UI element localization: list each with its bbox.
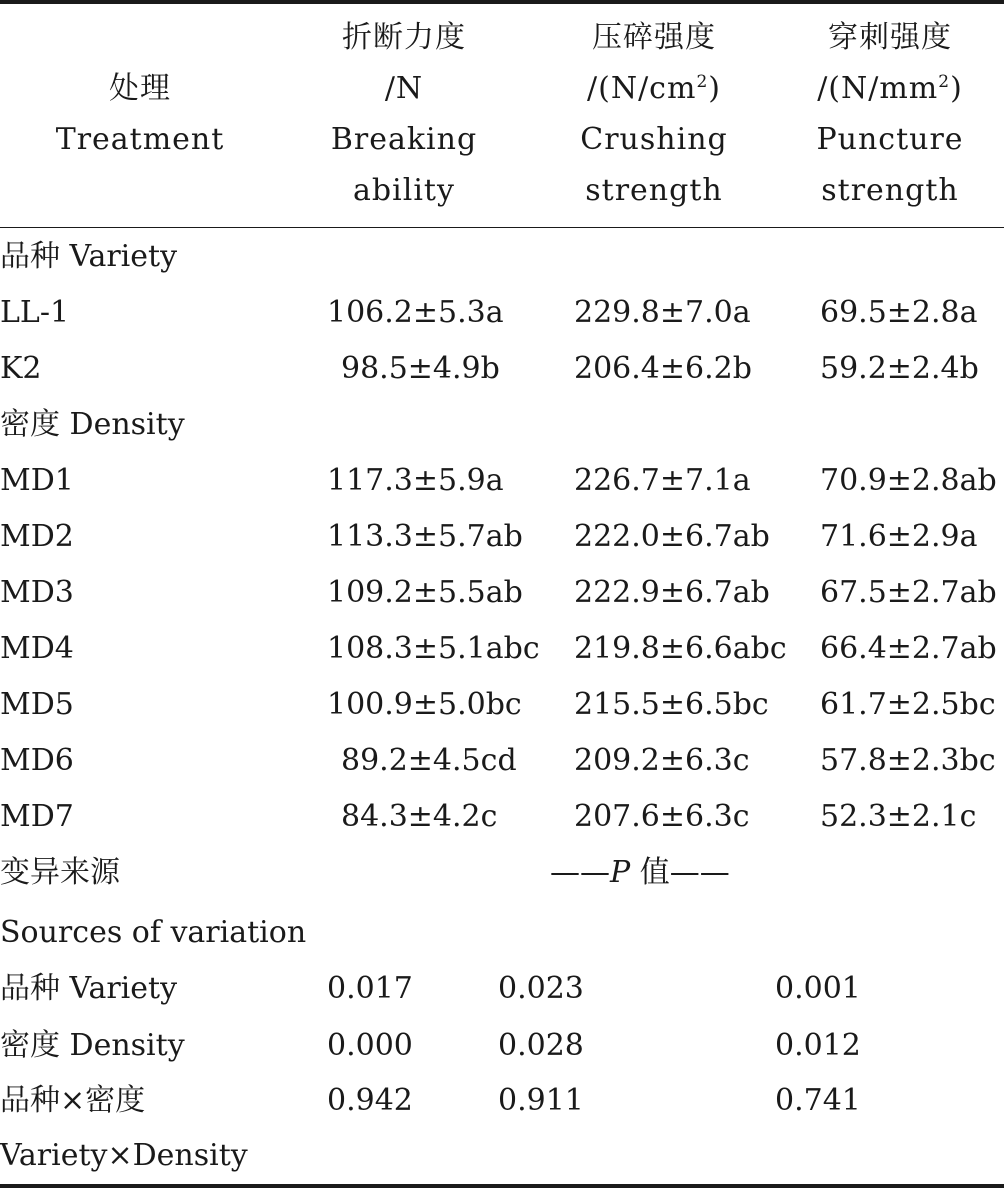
puncture-value: 67.5±2.7ab	[820, 575, 997, 610]
table-row	[0, 1073, 1004, 1129]
breaking-value: 84.3±4.2c	[341, 799, 498, 834]
puncture-value: 66.4±2.7ab	[820, 631, 997, 666]
table-row	[0, 789, 1004, 845]
header-puncture-unit: $/(N/mm^2)$	[817, 71, 963, 106]
header-bottom-rule	[0, 227, 1004, 228]
row-name: MD6	[0, 743, 74, 778]
puncture-value: 59.2±2.4b	[820, 351, 979, 386]
header-breaking-en1: Breaking	[330, 122, 478, 157]
sources-of-variation-heading	[0, 845, 1004, 901]
sources-of-variation-en	[0, 905, 1004, 961]
row-name: MD1	[0, 463, 74, 498]
header-puncture-cn: 穿刺强度	[828, 20, 952, 55]
row-name: K2	[0, 351, 42, 386]
header-breaking-unit: /N	[384, 71, 424, 106]
table-row	[0, 733, 1004, 789]
p-value-puncture: 0.741	[775, 1083, 861, 1118]
row-name: MD2	[0, 519, 74, 554]
crushing-value: 209.2±6.3c	[574, 743, 750, 778]
sources-label-en: Sources of variation	[0, 915, 307, 950]
puncture-value: 69.5±2.8a	[820, 295, 978, 330]
breaking-value: 106.2±5.3a	[327, 295, 504, 330]
table-row	[0, 677, 1004, 733]
header-breaking-cn: 折断力度	[342, 20, 466, 55]
row-name: 品种 Variety	[0, 971, 178, 1006]
table-row	[0, 285, 1004, 341]
crushing-value: 219.8±6.6abc	[574, 631, 787, 666]
crushing-value: 207.6±6.3c	[574, 799, 750, 834]
crushing-value: 206.4±6.2b	[574, 351, 752, 386]
breaking-value: 108.3±5.1abc	[327, 631, 540, 666]
table-row	[0, 341, 1004, 397]
p-value-crushing: 0.911	[498, 1083, 584, 1118]
p-value-heading: ——P 值——	[550, 855, 730, 890]
p-value-breaking: 0.942	[327, 1083, 413, 1118]
row-name: 密度 Density	[0, 1028, 185, 1063]
breaking-value: 117.3±5.9a	[327, 463, 504, 498]
p-value-puncture: 0.001	[775, 971, 861, 1006]
header-breaking-ability	[294, 12, 514, 216]
p-value-breaking: 0.017	[327, 971, 413, 1006]
puncture-value: 57.8±2.3bc	[820, 743, 996, 778]
puncture-value: 61.7±2.5bc	[820, 687, 996, 722]
p-value-puncture: 0.012	[775, 1028, 861, 1063]
sources-label-cn: 变异来源	[0, 855, 120, 890]
table-row	[0, 1018, 1004, 1074]
row-name: MD7	[0, 799, 74, 834]
p-value-breaking: 0.000	[327, 1028, 413, 1063]
table-row	[0, 961, 1004, 1017]
table-row	[0, 565, 1004, 621]
header-crushing-en2: strength	[585, 173, 723, 208]
section-variety	[0, 229, 1004, 285]
header-treatment	[40, 63, 240, 165]
row-name: MD4	[0, 631, 74, 666]
interaction-en-row	[0, 1128, 1004, 1184]
puncture-value: 71.6±2.9a	[820, 519, 978, 554]
breaking-value: 113.3±5.7ab	[327, 519, 523, 554]
table-top-rule	[0, 0, 1004, 4]
row-name: MD5	[0, 687, 74, 722]
header-crushing-en1: Crushing	[580, 122, 728, 157]
puncture-value: 70.9±2.8ab	[820, 463, 997, 498]
section-label: 密度 Density	[0, 407, 185, 442]
header-crushing-cn: 压碎强度	[592, 20, 716, 55]
p-value-crushing: 0.023	[498, 971, 584, 1006]
header-puncture-strength	[780, 12, 1000, 216]
crushing-value: 222.9±6.7ab	[574, 575, 770, 610]
header-crushing-unit: $/(N/cm^2)$	[587, 71, 721, 106]
table-row	[0, 621, 1004, 677]
row-name: MD3	[0, 575, 74, 610]
header-puncture-en2: strength	[821, 173, 959, 208]
crushing-value: 229.8±7.0a	[574, 295, 751, 330]
table-row	[0, 509, 1004, 565]
breaking-value: 100.9±5.0bc	[327, 687, 522, 722]
breaking-value: 89.2±4.5cd	[341, 743, 517, 778]
table-row	[0, 453, 1004, 509]
table-bottom-rule	[0, 1184, 1004, 1188]
puncture-value: 52.3±2.1c	[820, 799, 977, 834]
header-crushing-strength	[544, 12, 764, 216]
header-treatment-en: Treatment	[55, 122, 225, 157]
crushing-value: 215.5±6.5bc	[574, 687, 769, 722]
breaking-value: 98.5±4.9b	[341, 351, 500, 386]
header-treatment-cn: 处理	[109, 71, 171, 106]
header-breaking-en2: ability	[353, 173, 455, 208]
crushing-value: 222.0±6.7ab	[574, 519, 770, 554]
breaking-value: 109.2±5.5ab	[327, 575, 523, 610]
crushing-value: 226.7±7.1a	[574, 463, 751, 498]
row-name: LL-1	[0, 295, 70, 330]
header-puncture-en1: Puncture	[816, 122, 964, 157]
p-value-crushing: 0.028	[498, 1028, 584, 1063]
interaction-label-en: Variety×Density	[0, 1138, 248, 1173]
section-label: 品种 Variety	[0, 239, 178, 274]
section-density	[0, 397, 1004, 453]
row-name: 品种×密度	[0, 1083, 146, 1118]
